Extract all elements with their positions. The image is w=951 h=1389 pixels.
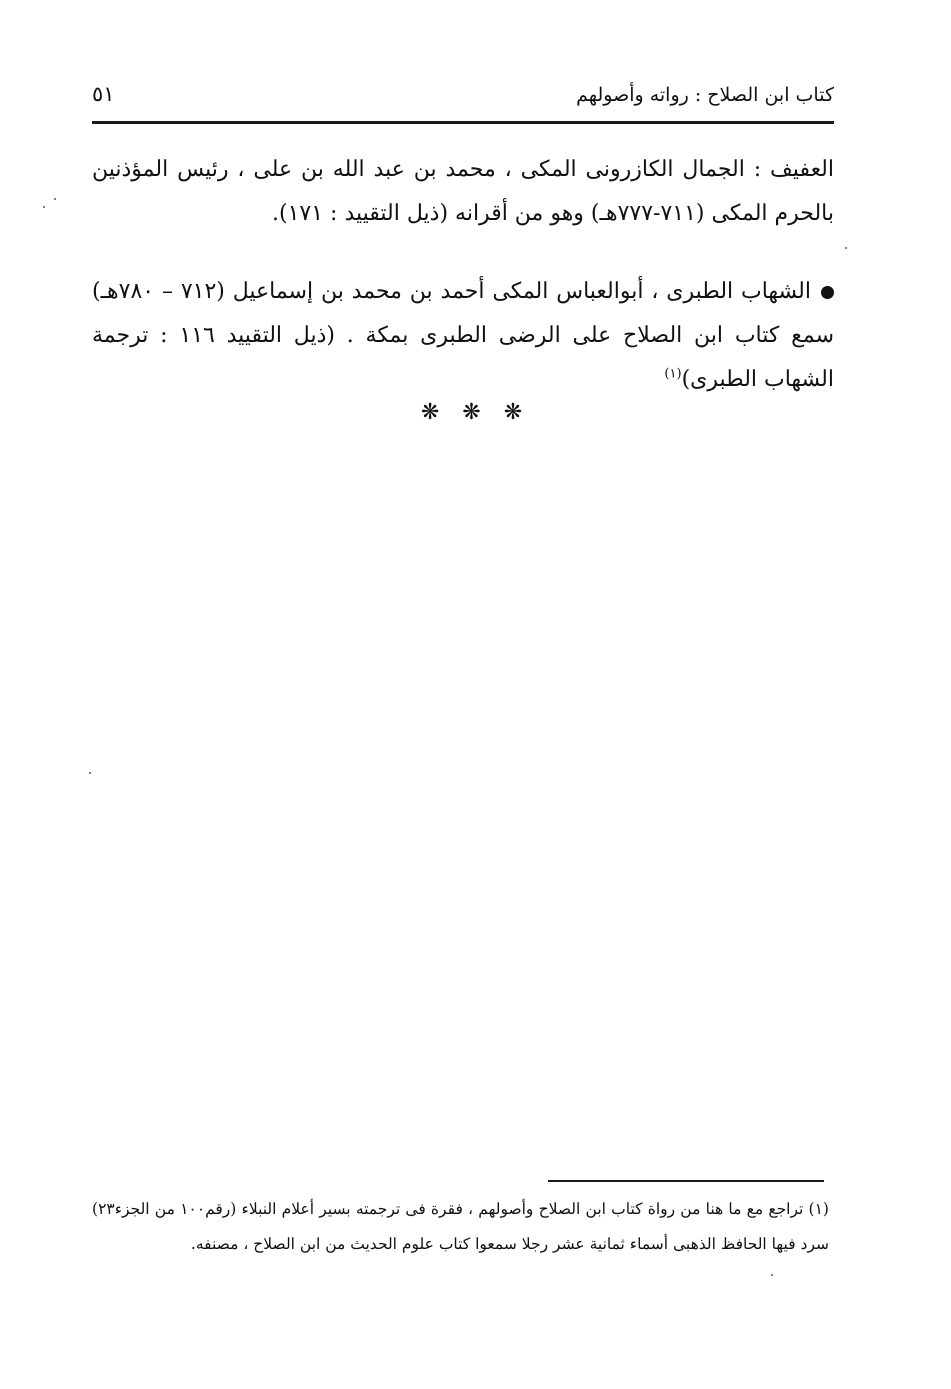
header-rule [92,121,834,124]
section-separator: ❋ ❋ ❋ [420,400,531,425]
page-number: ٥١ [92,82,115,106]
footnote-reference: (١) [664,366,682,382]
footnote-rule [548,1180,824,1182]
running-title: كتاب ابن الصلاح : رواته وأصولهم [576,84,834,106]
scan-speck [845,247,847,249]
body-paragraph-2 [92,270,834,402]
body-paragraph-1: العفيف : الجمال الكازرونى المكى ، محمد بن عبد الله بن على ، رئيس المؤذنين بالحرم المكى (٧١١-٧٧٧هـ) وهو من أقرانه (ذيل التقييد : ١٧١). [92,157,834,226]
page-header [92,78,834,120]
scan-speck [43,206,45,208]
body-paragraph-2-text: الشهاب الطبرى ، أبوالعباس المكى أحمد بن محمد بن إسماعيل (٧١٢ – ٧٨٠هـ) سمع كتاب ابن الصلاح على الرضى الطبرى بمكة . (ذيل التقييد ١١٦ : ترجمة الشهاب الطبرى) [92,279,835,392]
scan-speck [54,198,56,200]
scan-speck [771,1274,773,1276]
bullet-icon [821,286,834,299]
footnote-text: (١) تراجع مع ما هنا من رواة كتاب ابن الصلاح وأصولهم ، فقرة فى ترجمته بسير أعلام النبلاء (رقم١٠٠ من الجزء٢٣) سرد فيها الحافظ الذهبى أسماء ثمانية عشر رجلا سمعوا كتاب علوم الحديث من ابن الصلاح ، مصنفه. [92,1200,829,1253]
scan-speck [89,772,91,774]
